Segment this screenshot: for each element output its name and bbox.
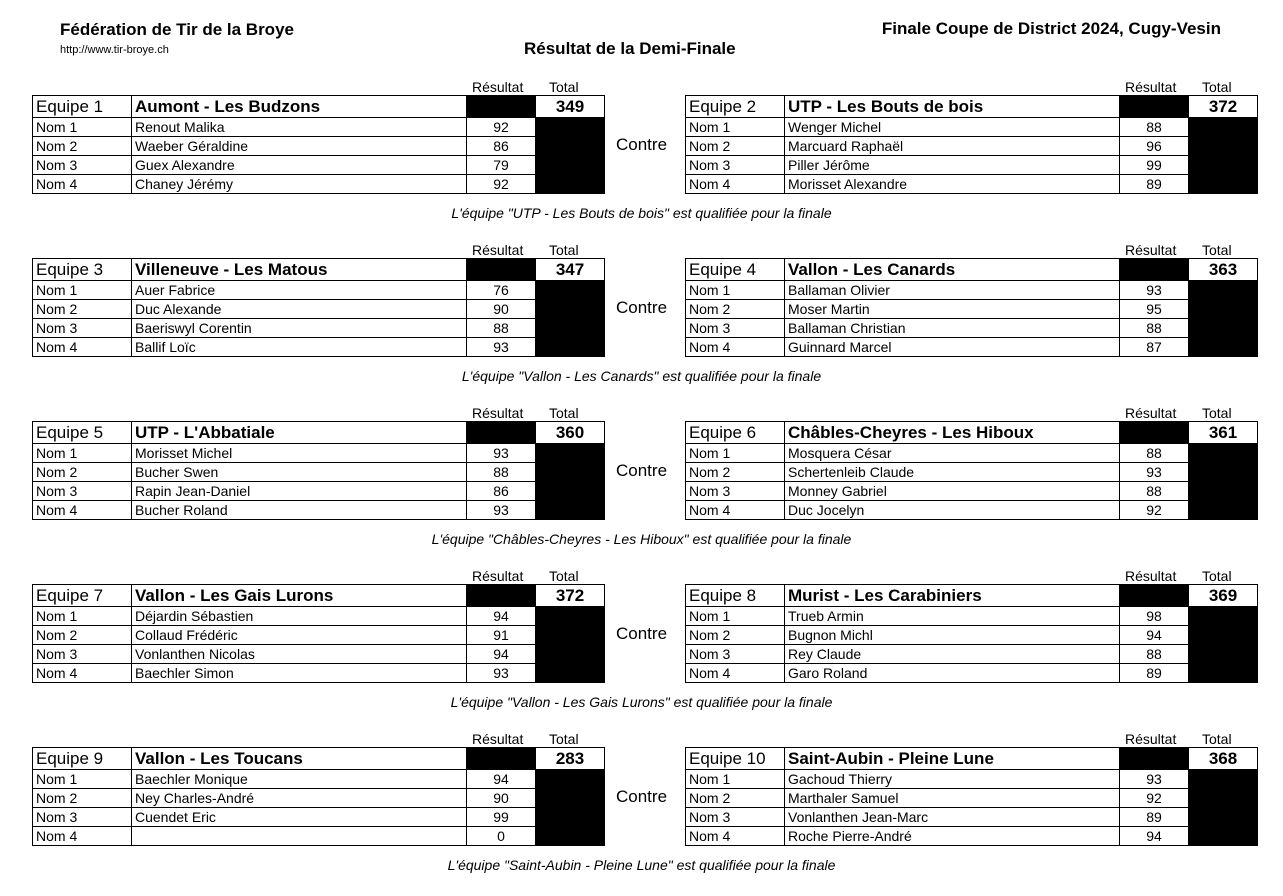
member-row <box>686 808 1258 827</box>
team-label: Equipe 1 <box>33 96 132 118</box>
member-label: Nom 2 <box>33 789 132 808</box>
member-name: Gachoud Thierry <box>785 770 1120 789</box>
member-row <box>33 626 605 645</box>
member-name: Duc Alexande <box>132 300 467 319</box>
result-blank-cell <box>1120 585 1189 607</box>
team-label: Equipe 2 <box>686 96 785 118</box>
team-label: Equipe 10 <box>686 748 785 770</box>
team-table <box>685 584 1258 683</box>
member-result: 93 <box>467 664 536 683</box>
team-label: Equipe 7 <box>33 585 132 607</box>
member-label: Nom 4 <box>686 664 785 683</box>
member-row <box>686 501 1258 520</box>
member-row <box>686 770 1258 789</box>
team-label: Equipe 3 <box>33 259 132 281</box>
member-row <box>33 770 605 789</box>
result-blank-cell <box>467 585 536 607</box>
member-result: 86 <box>467 137 536 156</box>
team-name: Villeneuve - Les Matous <box>132 259 467 281</box>
team-row <box>33 748 605 770</box>
team-label: Equipe 6 <box>686 422 785 444</box>
team-table <box>685 258 1258 357</box>
total-header: Total <box>549 568 579 584</box>
member-result: 0 <box>467 827 536 846</box>
member-result: 90 <box>467 300 536 319</box>
member-result: 90 <box>467 789 536 808</box>
member-name: Ballaman Olivier <box>785 281 1120 300</box>
team-total: 360 <box>536 422 605 444</box>
result-header: Résultat <box>472 568 524 584</box>
versus-label: Contre <box>616 787 668 806</box>
match-block <box>0 242 1283 405</box>
member-row <box>686 118 1258 137</box>
member-result: 94 <box>467 645 536 664</box>
member-result: 92 <box>467 118 536 137</box>
member-result: 93 <box>467 501 536 520</box>
result-header: Résultat <box>1125 79 1177 95</box>
member-name: Schertenleib Claude <box>785 463 1120 482</box>
member-name: Garo Roland <box>785 664 1120 683</box>
team-name: Vallon - Les Gais Lurons <box>132 585 467 607</box>
federation-url: http://www.tir-broye.ch <box>60 44 169 56</box>
member-label: Nom 1 <box>686 118 785 137</box>
member-row <box>686 482 1258 501</box>
member-name: Guex Alexandre <box>132 156 467 175</box>
member-result: 89 <box>1120 664 1189 683</box>
team-name: Vallon - Les Canards <box>785 259 1120 281</box>
member-name: Monney Gabriel <box>785 482 1120 501</box>
match-block <box>0 568 1283 731</box>
member-label: Nom 1 <box>686 444 785 463</box>
member-label: Nom 1 <box>686 281 785 300</box>
total-blank-cell <box>1189 770 1258 846</box>
member-row <box>686 137 1258 156</box>
member-row <box>686 607 1258 626</box>
member-label: Nom 3 <box>686 482 785 501</box>
team-table-right <box>685 79 1255 204</box>
member-label: Nom 2 <box>686 626 785 645</box>
member-row <box>33 607 605 626</box>
member-label: Nom 4 <box>33 664 132 683</box>
member-result: 88 <box>1120 319 1189 338</box>
member-name: Mosquera César <box>785 444 1120 463</box>
member-result: 88 <box>1120 118 1189 137</box>
result-blank-cell <box>1120 422 1189 444</box>
member-row <box>33 501 605 520</box>
member-row <box>686 827 1258 846</box>
member-label: Nom 2 <box>686 463 785 482</box>
versus-label: Contre <box>616 298 668 317</box>
member-result: 94 <box>467 770 536 789</box>
team-total: 283 <box>536 748 605 770</box>
result-header: Résultat <box>1125 568 1177 584</box>
member-name: Bucher Roland <box>132 501 467 520</box>
team-total: 369 <box>1189 585 1258 607</box>
result-header: Résultat <box>472 79 524 95</box>
member-name: Marcuard Raphaël <box>785 137 1120 156</box>
result-blank-cell <box>467 259 536 281</box>
team-name: Vallon - Les Toucans <box>132 748 467 770</box>
member-row <box>33 118 605 137</box>
member-label: Nom 1 <box>686 607 785 626</box>
qualification-note: L'équipe "Châbles-Cheyres - Les Hiboux" est qualifiée pour la finale <box>431 531 852 547</box>
member-label: Nom 1 <box>33 770 132 789</box>
team-row <box>686 422 1258 444</box>
member-row <box>686 338 1258 357</box>
member-label: Nom 2 <box>33 626 132 645</box>
member-name: Piller Jérôme <box>785 156 1120 175</box>
total-blank-cell <box>536 444 605 520</box>
member-result: 88 <box>467 319 536 338</box>
total-blank-cell <box>1189 444 1258 520</box>
member-name: Baeriswyl Corentin <box>132 319 467 338</box>
total-blank-cell <box>536 281 605 357</box>
member-result: 86 <box>467 482 536 501</box>
member-label: Nom 1 <box>33 281 132 300</box>
member-name: Waeber Géraldine <box>132 137 467 156</box>
member-label: Nom 3 <box>33 482 132 501</box>
member-result: 93 <box>467 338 536 357</box>
team-label: Equipe 9 <box>33 748 132 770</box>
member-name: Renout Malika <box>132 118 467 137</box>
member-label: Nom 4 <box>33 338 132 357</box>
team-total: 368 <box>1189 748 1258 770</box>
team-row <box>686 96 1258 118</box>
member-result: 76 <box>467 281 536 300</box>
member-result: 92 <box>467 175 536 194</box>
team-row <box>33 422 605 444</box>
total-blank-cell <box>1189 281 1258 357</box>
member-row <box>686 319 1258 338</box>
team-table-left <box>32 405 602 530</box>
total-header: Total <box>549 242 579 258</box>
team-table <box>32 258 605 357</box>
member-result: 91 <box>467 626 536 645</box>
team-table <box>685 747 1258 846</box>
member-result: 87 <box>1120 338 1189 357</box>
team-table-right <box>685 568 1255 693</box>
member-result: 93 <box>1120 770 1189 789</box>
member-label: Nom 4 <box>33 501 132 520</box>
member-name: Wenger Michel <box>785 118 1120 137</box>
team-name: Saint-Aubin - Pleine Lune <box>785 748 1120 770</box>
member-row <box>686 175 1258 194</box>
member-result: 88 <box>467 463 536 482</box>
member-name: Trueb Armin <box>785 607 1120 626</box>
member-label: Nom 3 <box>686 808 785 827</box>
member-label: Nom 1 <box>33 118 132 137</box>
member-result: 94 <box>1120 827 1189 846</box>
member-row <box>33 789 605 808</box>
team-table <box>685 95 1258 194</box>
member-name: Morisset Michel <box>132 444 467 463</box>
member-label: Nom 2 <box>33 300 132 319</box>
member-name: Rey Claude <box>785 645 1120 664</box>
result-blank-cell <box>1120 96 1189 118</box>
team-name: UTP - L'Abbatiale <box>132 422 467 444</box>
member-row <box>33 338 605 357</box>
total-header: Total <box>549 405 579 421</box>
team-row <box>686 585 1258 607</box>
team-table-left <box>32 79 602 204</box>
team-total: 361 <box>1189 422 1258 444</box>
versus-label: Contre <box>616 135 668 154</box>
member-row <box>33 156 605 175</box>
qualification-note: L'équipe "Vallon - Les Canards" est qualifiée pour la finale <box>461 368 822 384</box>
qualification-note: L'équipe "Vallon - Les Gais Lurons" est qualifiée pour la finale <box>450 694 833 710</box>
total-header: Total <box>549 79 579 95</box>
member-result: 95 <box>1120 300 1189 319</box>
result-blank-cell <box>1120 748 1189 770</box>
team-table-left <box>32 242 602 367</box>
member-row <box>33 175 605 194</box>
result-blank-cell <box>467 96 536 118</box>
member-label: Nom 4 <box>686 338 785 357</box>
member-result: 94 <box>467 607 536 626</box>
member-label: Nom 3 <box>686 319 785 338</box>
team-row <box>33 259 605 281</box>
member-name: Vonlanthen Nicolas <box>132 645 467 664</box>
member-row <box>686 281 1258 300</box>
member-row <box>686 156 1258 175</box>
member-row <box>33 300 605 319</box>
member-label: Nom 4 <box>686 827 785 846</box>
team-name: Murist - Les Carabiniers <box>785 585 1120 607</box>
total-header: Total <box>1202 79 1232 95</box>
member-result: 89 <box>1120 808 1189 827</box>
result-blank-cell <box>1120 259 1189 281</box>
member-name: Bucher Swen <box>132 463 467 482</box>
member-name: Roche Pierre-André <box>785 827 1120 846</box>
result-blank-cell <box>467 748 536 770</box>
member-row <box>686 463 1258 482</box>
team-label: Equipe 4 <box>686 259 785 281</box>
total-blank-cell <box>536 770 605 846</box>
member-label: Nom 4 <box>686 175 785 194</box>
member-label: Nom 3 <box>686 645 785 664</box>
member-name: Auer Fabrice <box>132 281 467 300</box>
page-subtitle: Résultat de la Demi-Finale <box>524 39 736 58</box>
member-result: 98 <box>1120 607 1189 626</box>
member-label: Nom 4 <box>33 175 132 194</box>
total-blank-cell <box>536 607 605 683</box>
member-row <box>33 281 605 300</box>
member-label: Nom 2 <box>686 300 785 319</box>
result-header: Résultat <box>1125 731 1177 747</box>
member-label: Nom 1 <box>33 444 132 463</box>
team-table-right <box>685 242 1255 367</box>
member-row <box>33 645 605 664</box>
total-blank-cell <box>1189 607 1258 683</box>
team-table-left <box>32 731 602 856</box>
member-label: Nom 1 <box>33 607 132 626</box>
team-label: Equipe 8 <box>686 585 785 607</box>
team-name: Châbles-Cheyres - Les Hiboux <box>785 422 1120 444</box>
member-row <box>33 808 605 827</box>
versus-label: Contre <box>616 624 668 643</box>
member-result: 93 <box>1120 463 1189 482</box>
match-block <box>0 79 1283 242</box>
member-name: Déjardin Sébastien <box>132 607 467 626</box>
member-label: Nom 4 <box>686 501 785 520</box>
member-result: 79 <box>467 156 536 175</box>
team-table-right <box>685 731 1255 856</box>
member-result: 88 <box>1120 482 1189 501</box>
total-header: Total <box>549 731 579 747</box>
member-name: Collaud Frédéric <box>132 626 467 645</box>
member-name: Ballif Loïc <box>132 338 467 357</box>
team-table <box>32 421 605 520</box>
total-header: Total <box>1202 568 1232 584</box>
member-name: Vonlanthen Jean-Marc <box>785 808 1120 827</box>
team-name: UTP - Les Bouts de bois <box>785 96 1120 118</box>
member-row <box>686 645 1258 664</box>
member-result: 99 <box>467 808 536 827</box>
team-table-left <box>32 568 602 693</box>
qualification-note: L'équipe "Saint-Aubin - Pleine Lune" est qualifiée pour la finale <box>447 857 836 873</box>
member-name: Ballaman Christian <box>785 319 1120 338</box>
member-name: Guinnard Marcel <box>785 338 1120 357</box>
total-header: Total <box>1202 731 1232 747</box>
team-total: 349 <box>536 96 605 118</box>
member-row <box>33 482 605 501</box>
result-header: Résultat <box>1125 242 1177 258</box>
member-name: Rapin Jean-Daniel <box>132 482 467 501</box>
result-header: Résultat <box>472 405 524 421</box>
member-result: 93 <box>467 444 536 463</box>
member-label: Nom 2 <box>686 137 785 156</box>
team-table-right <box>685 405 1255 530</box>
member-name: Duc Jocelyn <box>785 501 1120 520</box>
match-block <box>0 731 1283 894</box>
member-label: Nom 2 <box>33 137 132 156</box>
total-header: Total <box>1202 405 1232 421</box>
member-row <box>686 300 1258 319</box>
federation-title: Fédération de Tir de la Broye <box>60 20 294 39</box>
member-name: Baechler Simon <box>132 664 467 683</box>
member-row <box>33 463 605 482</box>
member-name: Cuendet Eric <box>132 808 467 827</box>
member-result: 89 <box>1120 175 1189 194</box>
result-blank-cell <box>467 422 536 444</box>
member-result: 96 <box>1120 137 1189 156</box>
member-label: Nom 3 <box>33 808 132 827</box>
team-table <box>685 421 1258 520</box>
team-total: 372 <box>1189 96 1258 118</box>
member-label: Nom 3 <box>33 645 132 664</box>
member-result: 94 <box>1120 626 1189 645</box>
member-name: Chaney Jérémy <box>132 175 467 194</box>
member-row <box>33 319 605 338</box>
member-row <box>33 444 605 463</box>
member-result: 99 <box>1120 156 1189 175</box>
result-header: Résultat <box>1125 405 1177 421</box>
member-result: 93 <box>1120 281 1189 300</box>
member-name: Ney Charles-André <box>132 789 467 808</box>
member-result: 88 <box>1120 645 1189 664</box>
result-header: Résultat <box>472 242 524 258</box>
team-total: 347 <box>536 259 605 281</box>
versus-label: Contre <box>616 461 668 480</box>
team-table <box>32 95 605 194</box>
team-row <box>33 96 605 118</box>
team-table <box>32 747 605 846</box>
member-label: Nom 1 <box>686 770 785 789</box>
member-name: Bugnon Michl <box>785 626 1120 645</box>
team-row <box>686 259 1258 281</box>
total-blank-cell <box>1189 118 1258 194</box>
member-name <box>132 827 467 846</box>
member-name: Marthaler Samuel <box>785 789 1120 808</box>
total-header: Total <box>1202 242 1232 258</box>
team-table <box>32 584 605 683</box>
total-blank-cell <box>536 118 605 194</box>
member-result: 92 <box>1120 789 1189 808</box>
team-name: Aumont - Les Budzons <box>132 96 467 118</box>
team-row <box>33 585 605 607</box>
member-row <box>686 626 1258 645</box>
event-title: Finale Coupe de District 2024, Cugy-Vesin <box>881 19 1221 38</box>
member-result: 92 <box>1120 501 1189 520</box>
member-row <box>33 137 605 156</box>
member-label: Nom 2 <box>33 463 132 482</box>
member-row <box>33 664 605 683</box>
team-label: Equipe 5 <box>33 422 132 444</box>
match-block <box>0 405 1283 568</box>
member-label: Nom 2 <box>686 789 785 808</box>
qualification-note: L'équipe "UTP - Les Bouts de bois" est qualifiée pour la finale <box>451 205 832 221</box>
member-name: Moser Martin <box>785 300 1120 319</box>
member-row <box>686 789 1258 808</box>
team-total: 372 <box>536 585 605 607</box>
member-row <box>686 664 1258 683</box>
member-row <box>33 827 605 846</box>
member-name: Morisset Alexandre <box>785 175 1120 194</box>
member-row <box>686 444 1258 463</box>
member-label: Nom 4 <box>33 827 132 846</box>
team-total: 363 <box>1189 259 1258 281</box>
team-row <box>686 748 1258 770</box>
member-label: Nom 3 <box>33 156 132 175</box>
member-label: Nom 3 <box>686 156 785 175</box>
result-header: Résultat <box>472 731 524 747</box>
member-result: 88 <box>1120 444 1189 463</box>
member-name: Baechler Monique <box>132 770 467 789</box>
member-label: Nom 3 <box>33 319 132 338</box>
